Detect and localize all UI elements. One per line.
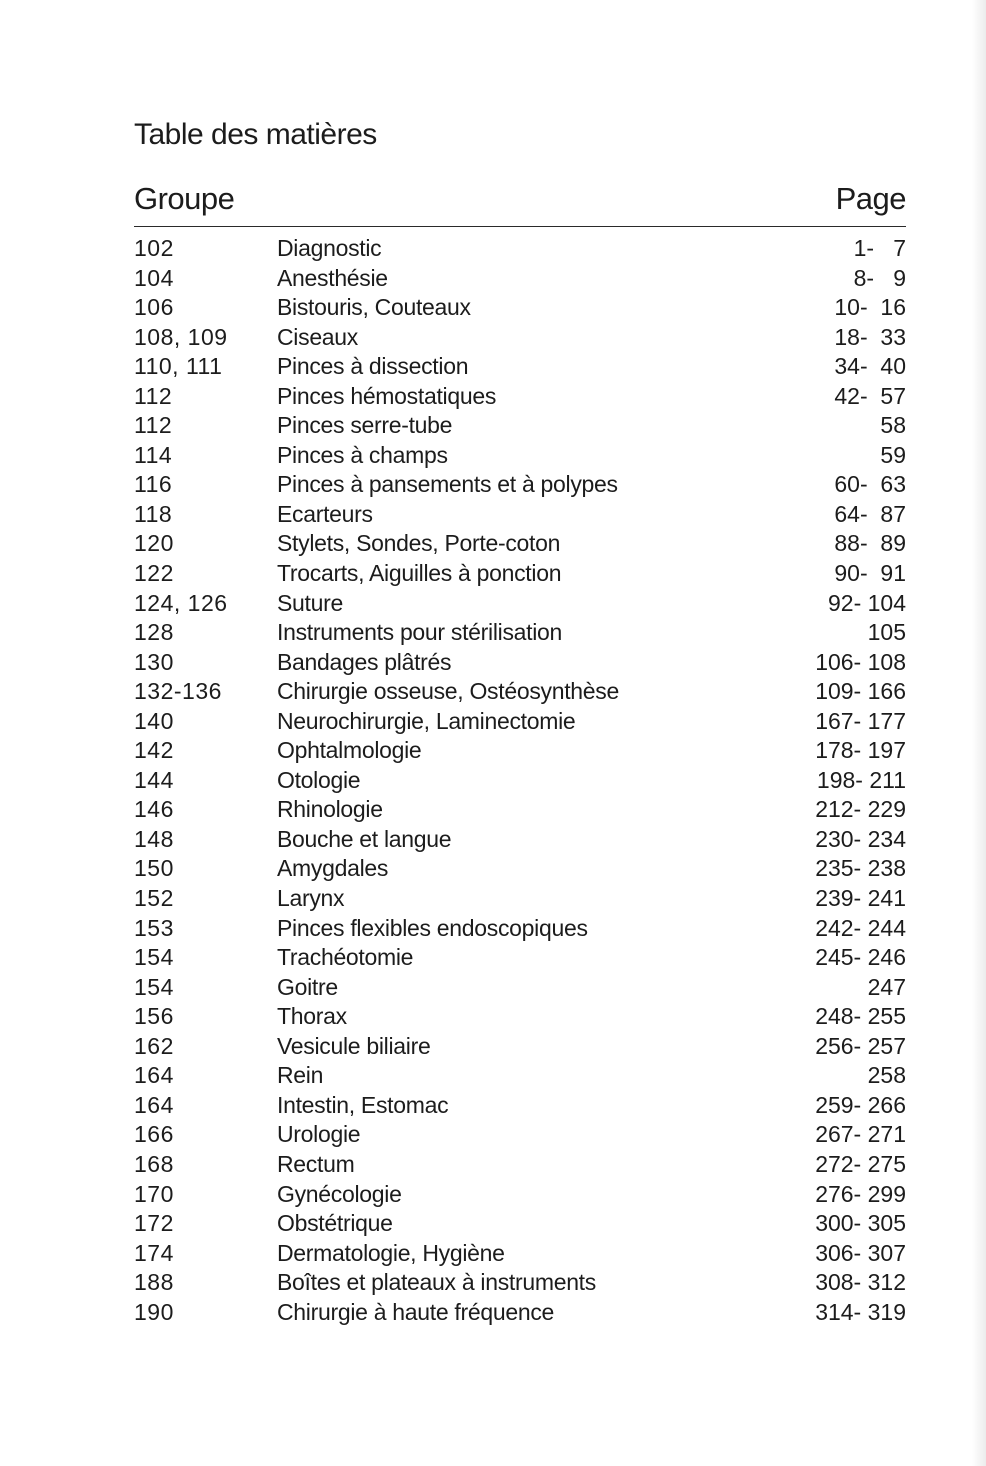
toc-page-range: 92- 104 xyxy=(827,589,906,616)
toc-page-range: 59 xyxy=(880,441,906,468)
toc-page-range: 198- 211 xyxy=(816,766,906,793)
toc-section-title: Pinces à champs xyxy=(277,441,448,468)
toc-section-title: Ciseaux xyxy=(277,323,358,350)
toc-section-title: Pinces flexibles endoscopiques xyxy=(277,914,588,941)
toc-row xyxy=(134,795,906,825)
toc-section-title: Larynx xyxy=(277,885,345,912)
toc-section-title: Boîtes et plateaux à instruments xyxy=(277,1269,596,1296)
toc-row xyxy=(134,1091,906,1121)
toc-page-range: 259- 266 xyxy=(815,1091,906,1118)
toc-row xyxy=(134,1002,906,1032)
toc-group-number: 104 xyxy=(134,264,174,291)
toc-section-title: Goitre xyxy=(277,973,338,1000)
toc-section-title: Bandages plâtrés xyxy=(277,648,452,675)
toc-group-number: 140 xyxy=(134,707,174,734)
toc-group-number: 168 xyxy=(134,1150,174,1177)
toc-row xyxy=(134,382,906,412)
toc-group-number: 148 xyxy=(134,825,174,852)
toc-row xyxy=(134,707,906,737)
toc-section-title: Otologie xyxy=(277,766,361,793)
toc-group-number: 188 xyxy=(134,1269,174,1296)
toc-section-title: Amygdales xyxy=(277,855,389,882)
toc-page-range: 306- 307 xyxy=(815,1239,906,1266)
toc-group-number: 112 xyxy=(134,412,173,439)
toc-group-number: 164 xyxy=(134,1091,174,1118)
toc-page-range: 235- 238 xyxy=(815,855,906,882)
toc-group-number: 172 xyxy=(134,1210,174,1237)
toc-group-number: 152 xyxy=(134,885,174,912)
toc-row xyxy=(134,470,906,500)
toc-row xyxy=(134,914,906,944)
toc-row xyxy=(134,943,906,973)
toc-row xyxy=(134,1032,906,1062)
toc-list xyxy=(134,234,906,1327)
toc-group-number: 120 xyxy=(134,530,174,557)
toc-page-range: 212- 229 xyxy=(815,796,906,823)
toc-group-number: 164 xyxy=(134,1062,174,1089)
toc-group-number: 154 xyxy=(134,944,174,971)
toc-group-number: 166 xyxy=(134,1121,174,1148)
toc-section-title: Thorax xyxy=(277,1003,347,1030)
toc-page-range: 300- 305 xyxy=(815,1210,906,1237)
toc-section-title: Stylets, Sondes, Porte-coton xyxy=(277,530,561,557)
toc-group-number: 130 xyxy=(134,648,174,675)
toc-section-title: Obstétrique xyxy=(277,1210,393,1237)
toc-page-range: 18- 33 xyxy=(834,323,906,350)
toc-row xyxy=(134,884,906,914)
toc-group-number: 146 xyxy=(134,796,174,823)
toc-section-title: Ecarteurs xyxy=(277,500,373,527)
toc-section-title: Bouche et langue xyxy=(277,825,452,852)
toc-row xyxy=(134,854,906,884)
toc-row xyxy=(134,293,906,323)
toc-section-title: Pinces à dissection xyxy=(277,353,469,380)
toc-section-title: Chirurgie à haute fréquence xyxy=(277,1298,555,1325)
toc-group-number: 114 xyxy=(134,441,173,468)
toc-group-number: 118 xyxy=(134,500,173,527)
toc-section-title: Rein xyxy=(277,1062,324,1089)
toc-section-title: Rhinologie xyxy=(277,796,383,823)
toc-group-number: 128 xyxy=(134,619,174,646)
toc-row xyxy=(134,736,906,766)
toc-section-title: Bistouris, Couteaux xyxy=(277,294,471,321)
toc-page-range: 258 xyxy=(867,1062,906,1089)
toc-group-number: 170 xyxy=(134,1180,174,1207)
toc-group-number: 142 xyxy=(134,737,174,764)
toc-row xyxy=(134,441,906,471)
toc-row xyxy=(134,529,906,559)
toc-group-number: 154 xyxy=(134,973,174,1000)
toc-row xyxy=(134,766,906,796)
toc-page-range: 308- 312 xyxy=(815,1269,906,1296)
toc-page-range: 242- 244 xyxy=(815,914,906,941)
toc-row xyxy=(134,825,906,855)
toc-page-range: 314- 319 xyxy=(815,1298,906,1325)
toc-page-range: 109- 166 xyxy=(815,678,906,705)
toc-group-number: 108, 109 xyxy=(134,323,228,350)
toc-section-title: Pinces hémostatiques xyxy=(277,382,497,409)
toc-group-number: 116 xyxy=(134,471,173,498)
toc-page-range: 1- 7 xyxy=(853,235,906,261)
toc-row xyxy=(134,1150,906,1180)
toc-row xyxy=(134,500,906,530)
toc-page-range: 276- 299 xyxy=(815,1180,906,1207)
toc-row xyxy=(134,1239,906,1269)
column-header-group: Groupe xyxy=(134,181,235,216)
toc-group-number: 190 xyxy=(134,1298,174,1325)
page-title: Table des matières xyxy=(134,118,377,151)
toc-group-number: 112 xyxy=(134,382,173,409)
toc-row xyxy=(134,411,906,441)
toc-group-number: 174 xyxy=(134,1239,174,1266)
toc-group-number: 156 xyxy=(134,1003,174,1030)
toc-page-range: 248- 255 xyxy=(815,1003,906,1030)
toc-group-number: 110, 111 xyxy=(134,353,223,380)
toc-section-title: Instruments pour stérilisation xyxy=(277,619,563,646)
toc-group-number: 132-136 xyxy=(134,678,222,705)
toc-group-number: 124, 126 xyxy=(134,589,228,616)
toc-section-title: Trocarts, Aiguilles à ponction xyxy=(277,560,562,587)
toc-section-title: Chirurgie osseuse, Ostéosynthèse xyxy=(277,678,619,705)
toc-page-range: 58 xyxy=(880,412,906,439)
toc-page-range: 167- 177 xyxy=(815,707,906,734)
toc-row xyxy=(134,323,906,353)
toc-page-range: 10- 16 xyxy=(834,294,906,321)
toc-section-title: Pinces serre-tube xyxy=(277,412,453,439)
toc-row xyxy=(134,234,906,264)
toc-row xyxy=(134,677,906,707)
toc-section-title: Dermatologie, Hygiène xyxy=(277,1239,505,1266)
toc-section-title: Pinces à pansements et à polypes xyxy=(277,471,618,498)
toc-group-number: 144 xyxy=(134,766,174,793)
page-edge-shadow xyxy=(972,0,986,1466)
toc-group-number: 150 xyxy=(134,855,174,882)
toc-page-range: 272- 275 xyxy=(815,1150,906,1177)
toc-page-range: 247 xyxy=(867,973,906,1000)
toc-row xyxy=(134,1268,906,1298)
toc-section-title: Urologie xyxy=(277,1121,361,1148)
toc-section-title: Gynécologie xyxy=(277,1180,402,1207)
toc-page-range: 245- 246 xyxy=(815,944,906,971)
toc-row xyxy=(134,1120,906,1150)
toc-page-range: 267- 271 xyxy=(815,1121,906,1148)
toc-row xyxy=(134,1209,906,1239)
toc-row xyxy=(134,973,906,1003)
toc-page-range: 256- 257 xyxy=(815,1032,906,1059)
toc-page-range: 106- 108 xyxy=(815,648,906,675)
toc-row xyxy=(134,352,906,382)
toc-page-range: 34- 40 xyxy=(834,353,906,380)
toc-section-title: Suture xyxy=(277,589,343,616)
toc-row xyxy=(134,618,906,648)
toc-page-range: 239- 241 xyxy=(815,885,906,912)
toc-section-title: Neurochirurgie, Laminectomie xyxy=(277,707,576,734)
toc-row xyxy=(134,1180,906,1210)
toc-section-title: Rectum xyxy=(277,1150,355,1177)
header-divider xyxy=(134,226,906,227)
toc-group-number: 122 xyxy=(134,560,174,587)
toc-row xyxy=(134,589,906,619)
toc-section-title: Diagnostic xyxy=(277,235,382,261)
toc-page-range: 178- 197 xyxy=(815,737,906,764)
toc-section-title: Ophtalmologie xyxy=(277,737,422,764)
toc-row xyxy=(134,648,906,678)
toc-page-range: 42- 57 xyxy=(834,382,906,409)
toc-page-range: 105 xyxy=(867,619,906,646)
toc-group-number: 153 xyxy=(134,914,174,941)
column-header-page: Page xyxy=(835,181,906,216)
toc-page-range: 90- 91 xyxy=(834,560,906,587)
toc-section-title: Trachéotomie xyxy=(277,944,414,971)
toc-page-range: 230- 234 xyxy=(815,825,906,852)
toc-page-range: 60- 63 xyxy=(834,471,906,498)
toc-page-range: 8- 9 xyxy=(853,264,906,291)
toc-section-title: Anesthésie xyxy=(277,264,388,291)
toc-row xyxy=(134,1298,906,1328)
toc-row xyxy=(134,1061,906,1091)
toc-row xyxy=(134,559,906,589)
toc-group-number: 106 xyxy=(134,294,174,321)
toc-group-number: 162 xyxy=(134,1032,174,1059)
toc-row xyxy=(134,264,906,294)
toc-section-title: Vesicule biliaire xyxy=(277,1032,431,1059)
toc-group-number: 102 xyxy=(134,235,174,261)
toc-page-range: 64- 87 xyxy=(834,500,906,527)
toc-page-range: 88- 89 xyxy=(834,530,906,557)
toc-section-title: Intestin, Estomac xyxy=(277,1091,449,1118)
